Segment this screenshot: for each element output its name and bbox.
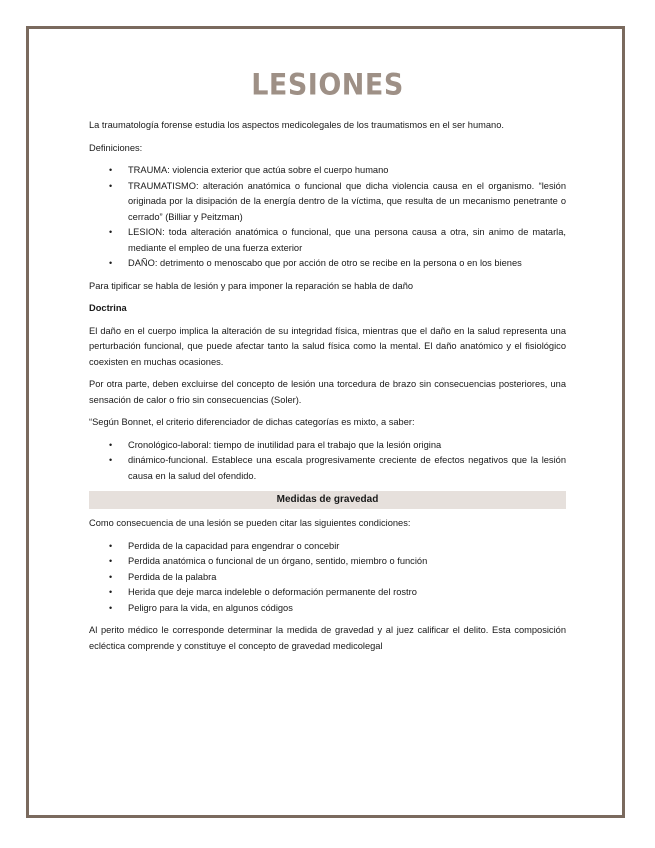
bullet-icon: •	[109, 227, 113, 237]
bullet-icon: •	[109, 439, 113, 450]
closing-paragraph: Al perito médico le corresponde determinar la medida de gravedad y al juez calificar el delito. Esta composición ecléctica comprende y constituye el concepto de gravedad medicolegal	[89, 625, 566, 651]
tipify-paragraph: Para tipificar se habla de lesión y para imponer la reparación se habla de daño	[89, 280, 414, 291]
bullet-icon: •	[109, 587, 113, 597]
list-item: • DAÑO: detrimento o menoscabo que por acción de otro se recibe en la persona o en los bienes	[128, 256, 566, 272]
bullet-icon: •	[109, 455, 113, 465]
doctrina-heading: Doctrina	[89, 303, 127, 313]
section-heading-gravedad: Medidas de gravedad	[89, 491, 566, 509]
conditions-list	[89, 539, 566, 617]
page-title: LESIONES	[251, 68, 404, 103]
doctrina-paragraph-1: El daño en el cuerpo implica la alteración de su integridad física, mientras que el daño en la salud representa una perturbación funcional, que puede afectar tanto la salud física como la mental. El daño anatómico y el fisiológico coexisten en muchas ocasiones.	[89, 325, 566, 367]
list-item: • TRAUMATISMO: alteración anatómica o funcional que dicha violencia causa en el organismo. “lesión originada por la disipación de la energía dentro de la víctima, que resulta de un mecanismo penetrante o cerrado” (Billiar y Peitzman)	[109, 180, 566, 222]
definitions-list	[89, 163, 566, 272]
list-item: • Perdida de la palabra	[128, 570, 566, 586]
definitions-label: Definiciones:	[89, 142, 143, 153]
list-item: • Peligro para la vida, en algunos códigos	[128, 601, 566, 617]
doctrina-paragraph-2: Por otra parte, deben excluirse del concepto de lesión una torcedura de brazo sin consecuencias posteriores, una sensación de calor o frio sin consecuencias (Soler).	[89, 379, 566, 405]
list-item: • LESION: toda alteración anatómica o funcional, que una persona causa a otra, sin animo de matarla, mediante el empleo de una fuerza exterior	[109, 227, 566, 253]
bonnet-paragraph: “Según Bonnet, el criterio diferenciador de dichas categorías es mixto, a saber:	[89, 417, 415, 427]
bullet-icon: •	[109, 258, 113, 268]
conditions-intro: Como consecuencia de una lesión se pueden citar las siguientes condiciones:	[89, 518, 411, 528]
list-item: • Perdida anatómica o funcional de un órgano, sentido, miembro o función	[128, 554, 566, 570]
intro-paragraph: La traumatología forense estudia los aspectos medicolegales de los traumatismos en el ser humano.	[89, 120, 504, 130]
list-item: • Perdida de la capacidad para engendrar o concebir	[128, 539, 566, 555]
bullet-icon: •	[109, 602, 113, 613]
list-item: • Herida que deje marca indeleble o deformación permanente del rostro	[128, 585, 566, 601]
bullet-icon: •	[109, 571, 113, 582]
document-body	[89, 118, 566, 661]
list-item: • Cronológico-laboral: tiempo de inutilidad para el trabajo que la lesión origina	[128, 438, 566, 454]
bullet-icon: •	[109, 165, 113, 175]
bullet-icon: •	[109, 540, 113, 551]
bullet-icon: •	[109, 180, 113, 191]
criteria-list	[89, 438, 566, 485]
bullet-icon: •	[109, 556, 113, 566]
list-item: • dinámico-funcional. Establece una escala progresivamente creciente de efectos negativos que la lesión causa en la salud del ofendido.	[109, 455, 566, 481]
list-item: • TRAUMA: violencia exterior que actúa sobre el cuerpo humano	[128, 163, 566, 179]
